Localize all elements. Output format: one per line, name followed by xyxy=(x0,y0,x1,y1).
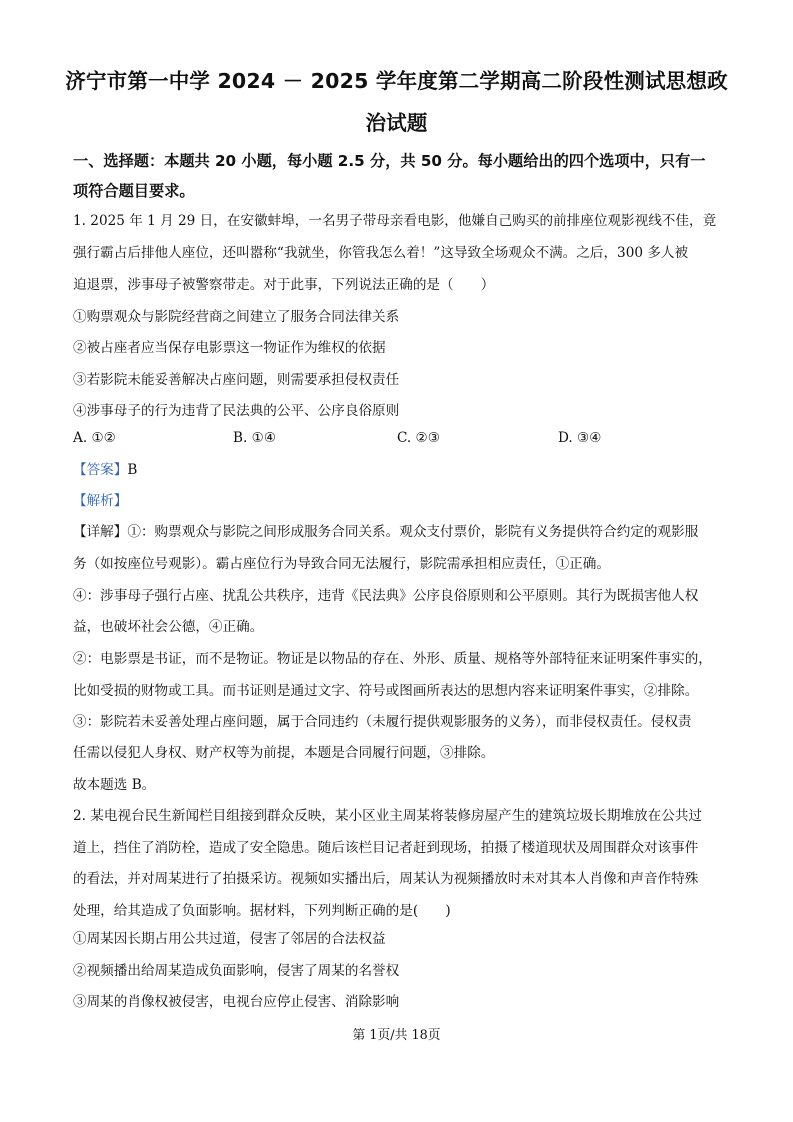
explanation-text: ①：购票观众与影院之间形成服务合同关系。观众支付票价，影院有义务提供符合约定的观影服 xyxy=(127,524,699,540)
q2-statement: ①周某因长期占用公共过道，侵害了邻居的合法权益 xyxy=(73,931,386,947)
q1-explanation-line: 益，也破坏社会公德，④正确。 xyxy=(73,619,264,635)
q2-statement: ③周某的肖像权被侵害，电视台应停止侵害、消除影响 xyxy=(73,994,400,1010)
exam-title-line2: 治试题 xyxy=(365,111,428,135)
q1-explanation-line: ②：电影票是书证，而不是物证。物证是以物品的存在、外形、质量、规格等外部特征来证明案件事实的， xyxy=(73,651,712,667)
q1-option-d: D. ③④ xyxy=(558,430,602,446)
q1-explanation-line: 务（如按座位号观影）。霸占座位行为导致合同无法履行，影院需承担相应责任，①正确。 xyxy=(73,556,610,572)
q1-option-a: A. ①② xyxy=(73,430,116,446)
q1-statement: ②被占座者应当保存电影票这一物证作为维权的依据 xyxy=(73,340,386,356)
q1-option-c: C. ②③ xyxy=(397,430,440,446)
q1-detail-line xyxy=(73,522,698,542)
analysis-tag: 【解析】 xyxy=(73,493,128,509)
q1-explanation-line: 比如受损的财物或工具。而书证则是通过文字、符号或图画所表达的思想内容来证明案件事实，②排除。 xyxy=(73,683,699,699)
q1-explanation-line: 任需以侵犯人身权、财产权等为前提，本题是合同履行问题，③排除。 xyxy=(73,745,495,761)
q2-stem-line: 的看法，并对周某进行了拍摄采访。视频如实播出后，周某认为视频播放时未对其本人肖像和声音作特殊 xyxy=(73,871,699,887)
page-footer: 第 1页/共 18页 xyxy=(352,1028,441,1043)
q1-conclusion: 故本题选 B。 xyxy=(73,777,156,793)
q1-statement: ①购票观众与影院经营商之间建立了服务合同法律关系 xyxy=(73,309,400,325)
q1-stem-line: 1. 2025 年 1 月 29 日，在安徽蚌埠，一名男子带母亲看电影，他嫌自己购买的前排座位观影视线不佳，竟 xyxy=(73,213,717,229)
answer-tag: 【答案】 xyxy=(73,462,128,478)
q1-explanation-line: ③：影院若未妥善处理占座问题，属于合同违约（未履行提供观影服务的义务），而非侵权责任。侵权责 xyxy=(73,714,692,730)
detail-tag: 【详解】 xyxy=(73,524,128,540)
exam-title-line1: 济宁市第一中学 2024 － 2025 学年度第二学期高二阶段性测试思想政 xyxy=(65,69,728,93)
q1-stem-line: 强行霸占后排他人座位，还叫嚣称“我就坐，你管我怎么着！”这导致全场观众不满。之后，300 多人被 xyxy=(73,245,689,261)
q2-statement: ②视频播出给周某造成负面影响，侵害了周某的名誉权 xyxy=(73,963,400,979)
answer-value: B xyxy=(127,462,138,478)
q1-statement: ④涉事母子的行为违背了民法典的公平、公序良俗原则 xyxy=(73,403,400,419)
q1-stem-line: 迫退票，涉事母子被警察带走。对于此事，下列说法正确的是（ ） xyxy=(73,277,495,293)
q1-analysis-tag xyxy=(73,491,127,511)
q1-explanation-line: ④：涉事母子强行占座、扰乱公共秩序，违背《民法典》公序良俗原则和公平原则。其行为既损害他人权 xyxy=(73,588,699,604)
q2-stem-line: 道上，挡住了消防栓，造成了安全隐患。随后该栏目记者赶到现场，拍摄了楼道现状及周围群众对该事件 xyxy=(73,840,699,856)
q1-statement: ③若影院未能妥善解决占座问题，则需要承担侵权责任 xyxy=(73,372,400,388)
section-heading-line1: 一、选择题：本题共 20 小题，每小题 2.5 分，共 50 分。每小题给出的四个选项中，只有一 xyxy=(73,152,706,170)
q2-stem-line: 2. 某电视台民生新闻栏目组接到群众反映，某小区业主周某将装修房屋产生的建筑垃圾长期堆放在公共过 xyxy=(73,808,703,824)
section-heading-line2: 项符合题目要求。 xyxy=(73,182,195,200)
q1-option-b: B. ①④ xyxy=(233,430,277,446)
q2-stem-line: 处理，给其造成了负面影响。据材料，下列判断正确的是( ) xyxy=(73,903,451,919)
q1-answer xyxy=(73,460,137,480)
